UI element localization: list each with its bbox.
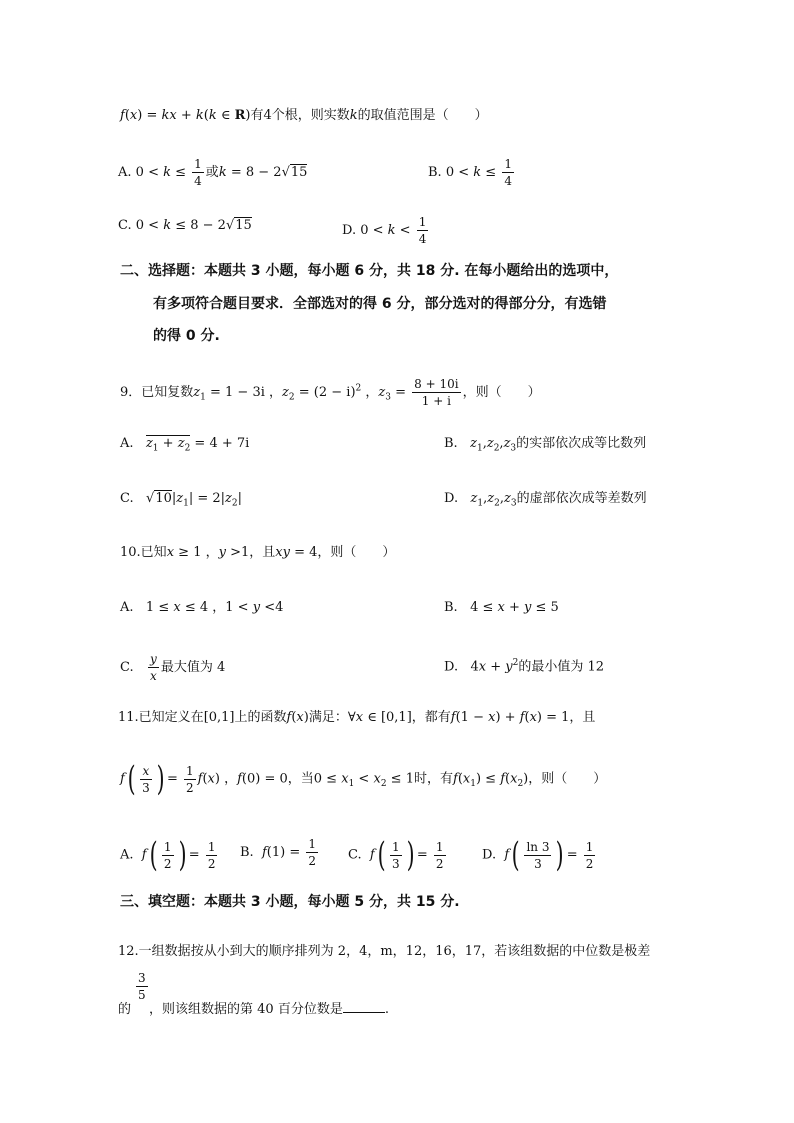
q11-option-a[interactable]: A. f( $\frac{1}{2}$ ) = $\frac{1}{2}$: [120, 835, 216, 875]
option-label: D.: [444, 491, 459, 506]
q9-option-d[interactable]: D. $z_1,z_2,z_3$的虚部依次成等差数列: [444, 491, 647, 509]
q11-tail1: ，且: [569, 710, 596, 725]
option-label: C.: [118, 218, 132, 233]
option-label: C.: [120, 660, 134, 675]
answer-blank[interactable]: [343, 1000, 385, 1013]
q9-option-d-text: 的虚部依次成等差数列: [516, 491, 647, 506]
q12-line1: 12.一组数据按从小到大的顺序排列为 2，4，m，12，16，17，若该组数据的中位数是极差: [118, 944, 651, 959]
q11-stem-line2: f( $\frac{x}{3}$ ) = $\frac{1}{2}$ f(x) ，f(0) = 0，当$0 \le x_1 < x_2 \le 1$时，有$f(x_1) \le f(x_2)$，则（ ）: [120, 759, 607, 799]
q10-option-a[interactable]: A. 1 ≤ x ≤ 4 ，1 < y <4: [120, 600, 284, 615]
q9-option-b[interactable]: B. $z_1,z_2,z_3$的实部依次成等比数列: [444, 436, 647, 454]
option-label: B.: [428, 165, 442, 180]
q12-end: .: [384, 1002, 389, 1017]
q9-option-a[interactable]: A. $z_1 + z_2 = 4 + 7i$: [120, 436, 250, 454]
q11-option-d[interactable]: D. f( $\frac{\ln 3}{3}$ ) = $\frac{1}{2}$: [482, 835, 594, 875]
section3-heading: 三、填空题：本题共 3 小题，每小题 5 分，共 15 分.: [120, 894, 460, 910]
q9-stem: 9．已知复数$z_1 = 1 - 3i$ ，$z_2 = (2 - i)^2$ ，$z_3$ = $\frac{8 + 10i}{1 + i}$ ，则（ ）: [120, 377, 541, 408]
q9-number: 9．已知复数: [120, 385, 194, 400]
q10-option-b[interactable]: B. 4 ≤ x + y ≤ 5: [444, 600, 559, 615]
q11-when-tail: 时，有: [413, 771, 453, 787]
option-label: A.: [120, 600, 134, 615]
q12-line2-text: ，则该组数据的第 40 百分位数是: [149, 1002, 343, 1017]
q8-stem: f(x) = kx + k(k ∈ R)有4个根，则实数k的取值范围是（ ）: [120, 108, 488, 123]
q8-option-d[interactable]: D. 0 < k < $\frac{1}{4}$: [342, 215, 427, 246]
option-label: B.: [240, 845, 254, 860]
q10-tail: ，则（ ）: [317, 545, 396, 560]
option-label: A.: [120, 847, 134, 863]
q9-option-c[interactable]: C. $√10|z_1| = 2|z_2|$: [120, 491, 243, 509]
option-label: D.: [342, 223, 357, 238]
q10-option-d-text: 的最小值为 12: [518, 659, 605, 675]
q11-mid3: ，都有: [411, 710, 451, 725]
option-label: A.: [118, 165, 132, 180]
q11-when: ，当: [287, 771, 314, 787]
q10-option-d[interactable]: D. $4x + y^2$的最小值为 12: [444, 658, 605, 675]
q11-mid2: 满足：: [308, 710, 348, 725]
option-label: C.: [120, 491, 134, 506]
q10-option-c-text: 最大值为 4: [160, 660, 226, 675]
q8-stem-text: 有4个根，则实数: [250, 108, 350, 123]
option-label: B.: [444, 436, 458, 451]
section2-line3: 的得 0 分.: [153, 328, 220, 344]
q8-option-b[interactable]: B. 0 < k ≤ $\frac{1}{4}$: [428, 157, 512, 188]
q12-fraction: $\frac{3}{5}$: [138, 971, 146, 1002]
q8-stem-end: 的取值范围是（ ）: [357, 108, 488, 123]
and-text: ，且: [249, 545, 276, 560]
q9-option-b-text: 的实部依次成等比数列: [516, 436, 647, 451]
q11-number: 11.已知定义在: [118, 710, 204, 725]
option-label: D.: [444, 659, 459, 675]
q10-stem: 10.已知x ≥ 1 ，y >1，且xy = 4，则（ ）: [120, 545, 396, 560]
section2-line2: 有多项符合题目要求．全部选对的得 6 分，部分选对的得部分分，有选错: [153, 296, 607, 312]
q11-stem-line1: 11.已知定义在[0,1]上的函数f(x)满足：∀x ∈ [0,1]，都有f(1 − x) + f(x) = 1，且: [118, 710, 596, 725]
option-label: A.: [120, 436, 134, 451]
q8-option-a[interactable]: A. 0 < k ≤ $\frac{1}{4}$ 或k = 8 − 2√15: [118, 157, 308, 188]
option-label: C.: [348, 847, 362, 863]
q11-tail2: ，则（ ）: [528, 771, 607, 787]
q11-option-b[interactable]: B. f(1) = $\frac{1}{2}$: [240, 837, 316, 868]
q11-mid1: 上的函数: [234, 710, 287, 725]
q12-de: 的: [118, 1002, 132, 1017]
q10-number: 10.已知: [120, 545, 167, 560]
q8-option-c[interactable]: C. 0 < k ≤ 8 − 2√15: [118, 218, 252, 233]
or-text: 或: [205, 165, 219, 180]
option-label: B.: [444, 600, 458, 615]
section2-line1: 二、选择题：本题共 3 小题，每小题 6 分，共 18 分. 在每小题给出的选项中，: [120, 263, 619, 279]
q9-tail: ，则（ ）: [462, 385, 541, 400]
q10-option-c[interactable]: C. $\frac{y}{x}$ 最大值为 4: [120, 652, 226, 683]
q11-option-c[interactable]: C. f( $\frac{1}{3}$ ) = $\frac{1}{2}$: [348, 835, 444, 875]
q12-line2: [118, 1000, 389, 1020]
option-label: D.: [482, 847, 497, 863]
